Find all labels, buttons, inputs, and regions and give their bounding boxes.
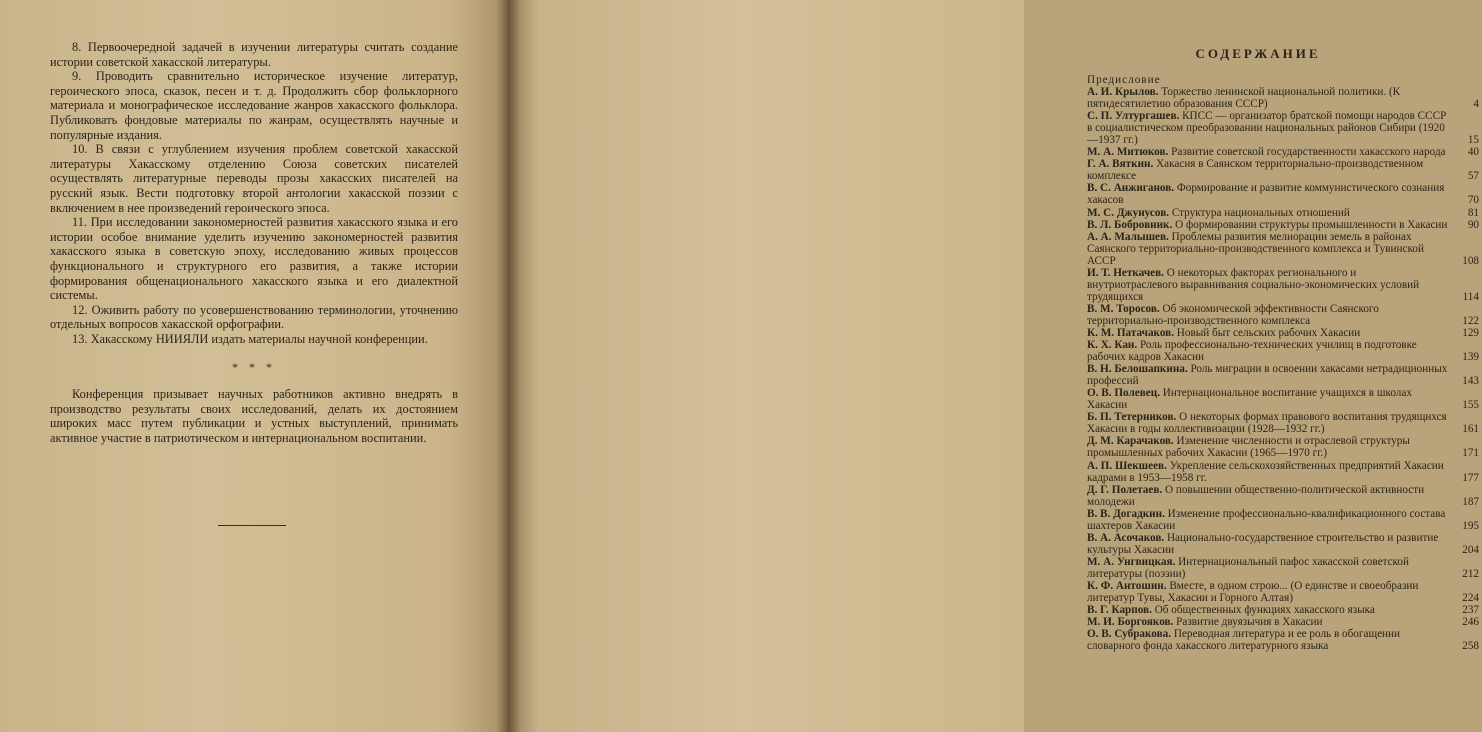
toc-entry <box>1087 327 1482 339</box>
toc-entry <box>1087 435 1482 459</box>
toc-entry-title: Вместе, в одном строю... (О единстве и своеобразии литератур Тувы, Хакасии и Горного Алтая) <box>1087 579 1419 605</box>
toc-entry-title: О формировании структуры промышленности в Хакасии <box>1175 218 1448 231</box>
toc-entry <box>1087 484 1482 508</box>
toc-author: М. С. Джунусов. <box>1087 206 1170 219</box>
toc-entry <box>1087 508 1482 532</box>
toc-page-number: 155 <box>1462 399 1479 412</box>
toc-entry-title: О некоторых факторах регионального и внутриотраслевого выравнивания социально-экономических условий трудящихся <box>1087 266 1420 303</box>
toc-entry <box>1087 86 1482 110</box>
toc-page-number: 258 <box>1462 640 1479 653</box>
toc-author: В. М. Торосов. <box>1087 302 1160 315</box>
toc-entry <box>1087 556 1482 580</box>
paragraph-10: 10. В связи с углублением изучения проблем советской хакасской литературы Хакасскому отделению Союза советских писателей осуществлять литературные переводы прозы хакасских писателей на русский язык. Вести подготовку второй антологии хакасской поэзии с включением в нее произведений героического эпоса. <box>50 142 458 215</box>
toc-entry-title: Проблемы развития мелиорации земель в районах Саянского территориально-производственного комплекса и Тувинской АССР <box>1087 230 1424 267</box>
toc-entry-title: Изменение профессионально-квалификационного состава шахтеров Хакасии <box>1087 507 1446 532</box>
toc-entry-title: Изменение численности и отраслевой структуры промышленных рабочих Хакасии (1965—1970 гг.) <box>1087 435 1410 460</box>
toc-author: Д. М. Карачаков. <box>1087 435 1174 448</box>
toc-author: А. И. Крылов. <box>1087 86 1159 99</box>
toc-page-number: 129 <box>1462 326 1479 339</box>
toc-entry <box>1087 267 1482 303</box>
toc-entry <box>1087 219 1482 231</box>
toc-page-number: 122 <box>1462 314 1479 327</box>
toc-page-number: 15 <box>1467 134 1479 147</box>
paragraph-13: 13. Хакасскому НИИЯЛИ издать материалы научной конференции. <box>72 331 428 346</box>
paragraph-9: 9. Проводить сравнительно историческое изучение литератур, героического эпоса, сказок, песен и т. д. Продолжить сбор фольклорного материала и монографическое исследование жанров хакасского фольклора. Публиковать фондовые материалы по жанрам, осуществлять научные и популярные издания. <box>50 69 458 142</box>
toc-page-number: 161 <box>1462 423 1479 436</box>
paragraph-12: 12. Оживить работу по усовершенствованию терминологии, уточнению отдельных вопросов хакасской орфографии. <box>50 302 458 332</box>
toc-page-number: 187 <box>1462 495 1479 508</box>
toc-author: М. И. Боргояков. <box>1087 616 1174 629</box>
toc-page-number: 90 <box>1467 218 1479 231</box>
toc-entry-title: Роль профессионально-технических училищ в подготовке рабочих кадров Хакасии <box>1087 339 1417 364</box>
toc-page-number: 108 <box>1462 254 1479 267</box>
toc-author: Д. Г. Полетаев. <box>1087 483 1163 496</box>
toc-entry-title: О повышении общественно-политической активности молодежи <box>1087 483 1425 508</box>
toc-entry <box>1087 604 1482 616</box>
toc-page-number: 224 <box>1462 592 1479 605</box>
toc-author: В. С. Анжиганов. <box>1087 182 1175 195</box>
section-separator: * * * <box>232 360 276 375</box>
contents-title: СОДЕРЖАНИЕ <box>1195 46 1321 61</box>
toc-page-number: 177 <box>1462 471 1479 484</box>
toc-author: В. А. Асочаков. <box>1087 531 1165 544</box>
toc-entry-title: Об общественных функциях хакасского языка <box>1154 604 1375 617</box>
toc-entry-title: Развитие двуязычия в Хакасии <box>1176 616 1323 629</box>
toc-entry-title: Интернациональное воспитание учащихся в школах Хакасии <box>1087 387 1412 412</box>
toc-entry <box>1087 628 1482 652</box>
toc-entries <box>1087 86 1482 652</box>
toc-entry-title: Роль миграции в освоении хакасами нетрадиционных профессий <box>1087 363 1448 388</box>
toc-page-number: 195 <box>1462 519 1479 532</box>
toc-author: А. П. Шекшеев. <box>1087 459 1167 472</box>
toc-author: О. В. Субракова. <box>1087 628 1172 641</box>
toc-author: К. Ф. Антошин. <box>1087 579 1167 592</box>
toc-entry-title: Переводная литература и ее роль в обогащении словарного фонда хакасского литературного языка <box>1087 628 1401 653</box>
toc-entry-title: Интернациональный пафос хакасской советской литературы (поэзии) <box>1087 555 1410 580</box>
toc-entry <box>1087 158 1482 182</box>
paragraph-11: 11. При исследовании закономерностей развития хакасского языка и его истории особое внимание уделить изучению закономерностей развития хакасского языка в советскую эпоху, исследованию живых процессов функционального и структурного его развития, а также истории формирования общенационального хакасского языка и его диалектной системы. <box>50 215 458 303</box>
toc-entry-title: Формирование и развитие коммунистического сознания хакасов <box>1087 182 1445 207</box>
toc-page-number: 4 <box>1473 98 1479 111</box>
toc-author: О. В. Полевец. <box>1087 387 1160 400</box>
toc-entry <box>1087 387 1482 411</box>
paragraph-8: 8. Первоочередной задачей в изучении литературы считать создание истории советской хакасской литературы. <box>50 40 458 69</box>
right-page <box>508 0 1479 732</box>
toc-entry-title: Хакасия в Саянском территориально-производственном комплексе <box>1087 158 1424 183</box>
book-gutter <box>496 0 520 732</box>
toc-entry <box>1087 182 1482 206</box>
toc-entry-title: О некоторых формах правового воспитания трудящихся Хакасии в годы коллективизации (1928—1932 гг.) <box>1087 411 1447 436</box>
toc-entry-title: Торжество ленинской национальной политики. (К пятидесятилетию образования СССР) <box>1087 86 1401 111</box>
toc-entry-title: Укрепление сельскохозяйственных предприятий Хакасии кадрами в 1953—1958 гг. <box>1087 459 1444 484</box>
toc-page-number: 212 <box>1462 567 1479 580</box>
resolution-text <box>50 40 458 445</box>
toc-page-number: 139 <box>1462 351 1479 364</box>
toc-entry-title: Новый быт сельских рабочих Хакасии <box>1176 326 1361 339</box>
toc-author: Г. А. Вяткин. <box>1087 158 1154 171</box>
toc-page-number: 237 <box>1462 604 1479 617</box>
toc-entry-title: Об экономической эффективности Саянского территориально-производственного комплекса <box>1087 302 1379 327</box>
toc-entry-title: Национально-государственное строительство и развитие культуры Хакасии <box>1087 531 1439 556</box>
toc-entry-title: Развитие советской государственности хакасского народа <box>1171 146 1446 159</box>
toc-entry <box>1087 532 1482 556</box>
toc-entry <box>1087 231 1482 267</box>
toc-entry <box>1087 616 1482 628</box>
toc-entry <box>1087 110 1482 146</box>
toc-author: С. П. Ултургашев. <box>1087 110 1180 123</box>
toc-author: М. А. Митюков. <box>1087 146 1169 159</box>
toc-author: И. Т. Неткачев. <box>1087 266 1164 279</box>
toc-author: Б. П. Тетерников. <box>1087 411 1177 424</box>
toc-page-number: 143 <box>1462 375 1479 388</box>
toc-entry <box>1087 580 1482 604</box>
toc-entry <box>1087 339 1482 363</box>
toc-page-number: 40 <box>1467 146 1479 159</box>
toc-entry <box>1087 460 1482 484</box>
end-rule <box>218 525 286 526</box>
toc-author: В. В. Догадкин. <box>1087 507 1165 520</box>
toc-page-number: 81 <box>1467 206 1479 219</box>
toc-entry-title: КПСС — организатор братской помощи народов СССР в социалистическом преобразовании национальных районов Сибири (1920—1937 гг.) <box>1087 110 1447 147</box>
toc-entry <box>1087 303 1482 327</box>
toc-page-number: 171 <box>1462 447 1479 460</box>
toc-page-number: 114 <box>1462 290 1479 303</box>
toc-entry <box>1087 411 1482 435</box>
toc-author: В. Г. Карпов. <box>1087 604 1152 617</box>
toc-preface <box>1087 74 1482 86</box>
preface-label: Предисловие <box>1087 74 1161 86</box>
toc-page-number: 204 <box>1462 543 1479 556</box>
toc-page-number: 246 <box>1462 616 1479 629</box>
toc-author: А. А. Малышев. <box>1087 230 1169 243</box>
toc-author: В. Л. Бобровник. <box>1087 218 1173 231</box>
toc-page-number: 57 <box>1467 170 1479 183</box>
left-page <box>0 0 508 732</box>
toc-author: К. Х. Кан. <box>1087 339 1138 352</box>
toc-entry-title: Структура национальных отношений <box>1171 206 1350 219</box>
toc-entry <box>1087 146 1482 158</box>
toc-author: К. М. Патачаков. <box>1087 326 1174 339</box>
closing-paragraph: Конференция призывает научных работников активно внедрять в производство результаты своих исследований, делать их достоянием широких масс путем публикации и устных выступлений, принимать активное участие в патриотическом и интернациональном воспитании. <box>50 387 458 445</box>
toc-entry <box>1087 207 1482 219</box>
toc-entry <box>1087 363 1482 387</box>
toc-author: М. А. Унгвицкая. <box>1087 555 1176 568</box>
table-of-contents <box>1087 74 1482 652</box>
toc-page-number: 70 <box>1467 194 1479 207</box>
toc-author: В. Н. Белошапкина. <box>1087 363 1188 376</box>
